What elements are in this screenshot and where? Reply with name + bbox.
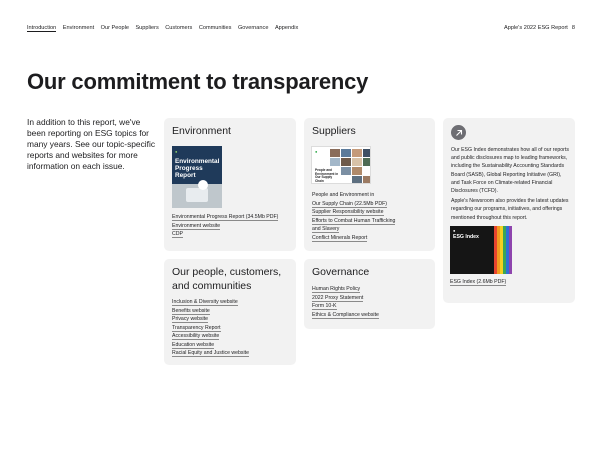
people-card — [164, 259, 296, 365]
nav-appendix[interactable]: Appendix — [274, 25, 299, 31]
link-cdp[interactable]: CDP — [172, 231, 183, 237]
link-racial-equity[interactable]: Racial Equity and Justice website — [172, 350, 249, 356]
environment-links — [172, 213, 278, 239]
environment-cover-title: Environmental Progress Report — [175, 158, 220, 179]
link-education[interactable]: Education website — [172, 341, 215, 348]
link-transparency-report[interactable]: Transparency Report — [172, 324, 221, 331]
report-label — [504, 25, 575, 31]
governance-heading: Governance — [312, 266, 370, 278]
link-supplier-responsibility[interactable]: Supplier Responsibility website — [312, 209, 384, 215]
nav-environment[interactable]: Environment — [62, 25, 95, 31]
esg-index-cover[interactable] — [450, 226, 512, 274]
supply-chain-cover-title: People and Environment in Our Supply Chain — [315, 168, 339, 183]
suppliers-links — [312, 191, 395, 242]
esg-index-cover-label: ESG Index — [453, 234, 479, 240]
environment-heading: Environment — [172, 125, 231, 137]
link-people-environment: People and Environment in — [312, 192, 375, 198]
link-supply-chain-report[interactable]: Our Supply Chain (22.5Mb PDF) — [312, 200, 387, 207]
people-links — [172, 298, 249, 358]
link-environment-website[interactable]: Environment website — [172, 222, 221, 229]
nav-communities[interactable]: Communities — [198, 25, 232, 31]
supply-chain-report-cover[interactable] — [311, 146, 371, 184]
apple-logo-icon: ● — [453, 228, 456, 233]
page-number: 8 — [571, 25, 575, 31]
link-benefits[interactable]: Benefits website — [172, 307, 210, 314]
nav-suppliers[interactable]: Suppliers — [135, 25, 159, 31]
link-privacy[interactable]: Privacy website — [172, 316, 209, 322]
suppliers-card — [304, 118, 435, 251]
nav-items — [27, 25, 298, 32]
link-accessibility[interactable]: Accessibility website — [172, 333, 220, 339]
nav-our-people[interactable]: Our People — [100, 25, 129, 31]
arrow-icon[interactable] — [451, 125, 466, 140]
apple-logo-icon: ● — [315, 149, 318, 154]
newsroom-description: Apple's Newsroom also provides the latest updates regarding our programs, initiatives, and offerings mentioned throughout this report. — [451, 198, 569, 221]
people-heading: Our people, customers, and communities — [172, 266, 282, 292]
link-ethics-compliance[interactable]: Ethics & Compliance website — [312, 311, 379, 318]
governance-links — [312, 285, 379, 319]
link-inclusion-diversity[interactable]: Inclusion & Diversity website — [172, 299, 238, 305]
link-proxy-statement[interactable]: 2022 Proxy Statement — [312, 294, 364, 301]
appendix-description — [451, 146, 569, 222]
intro-paragraph: In addition to this report, we've been reporting on ESG topics for many years. See our topic-specific reports and websites for more information on each issue. — [27, 117, 156, 171]
esg-index-description: Our ESG Index demonstrates how all of our reports and public disclosures map to leading frameworks, including the Sustainability Accounting Standards Board (SASB), Global Reporting Initiative (GRI), and Task Force on Climate-related Financial Disclosures (TCFD). — [451, 147, 569, 195]
apple-logo-icon: ● — [175, 149, 178, 154]
environmental-report-cover[interactable] — [172, 146, 222, 208]
suppliers-heading: Suppliers — [312, 125, 356, 137]
governance-card — [304, 259, 435, 329]
nav-customers[interactable]: Customers — [165, 25, 193, 31]
report-title: Apple's 2022 ESG Report — [503, 25, 568, 31]
nav-governance[interactable]: Governance — [237, 25, 269, 31]
link-slavery[interactable]: and Slavery — [312, 226, 340, 232]
link-environmental-progress-report[interactable]: Environmental Progress Report (34.5Mb PDF) — [172, 214, 279, 220]
link-conflict-minerals[interactable]: Conflict Minerals Report — [312, 234, 368, 241]
link-esg-index[interactable]: ESG Index (2.6Mb PDF) — [450, 279, 507, 285]
nav-introduction[interactable]: Introduction — [27, 25, 57, 31]
link-human-rights-policy[interactable]: Human Rights Policy — [312, 286, 361, 292]
page-title: Our commitment to transparency — [27, 69, 369, 94]
link-human-trafficking[interactable]: Efforts to Combat Human Trafficking — [312, 217, 396, 224]
top-navigation — [27, 25, 575, 35]
link-form-10k[interactable]: Form 10-K — [312, 303, 337, 309]
